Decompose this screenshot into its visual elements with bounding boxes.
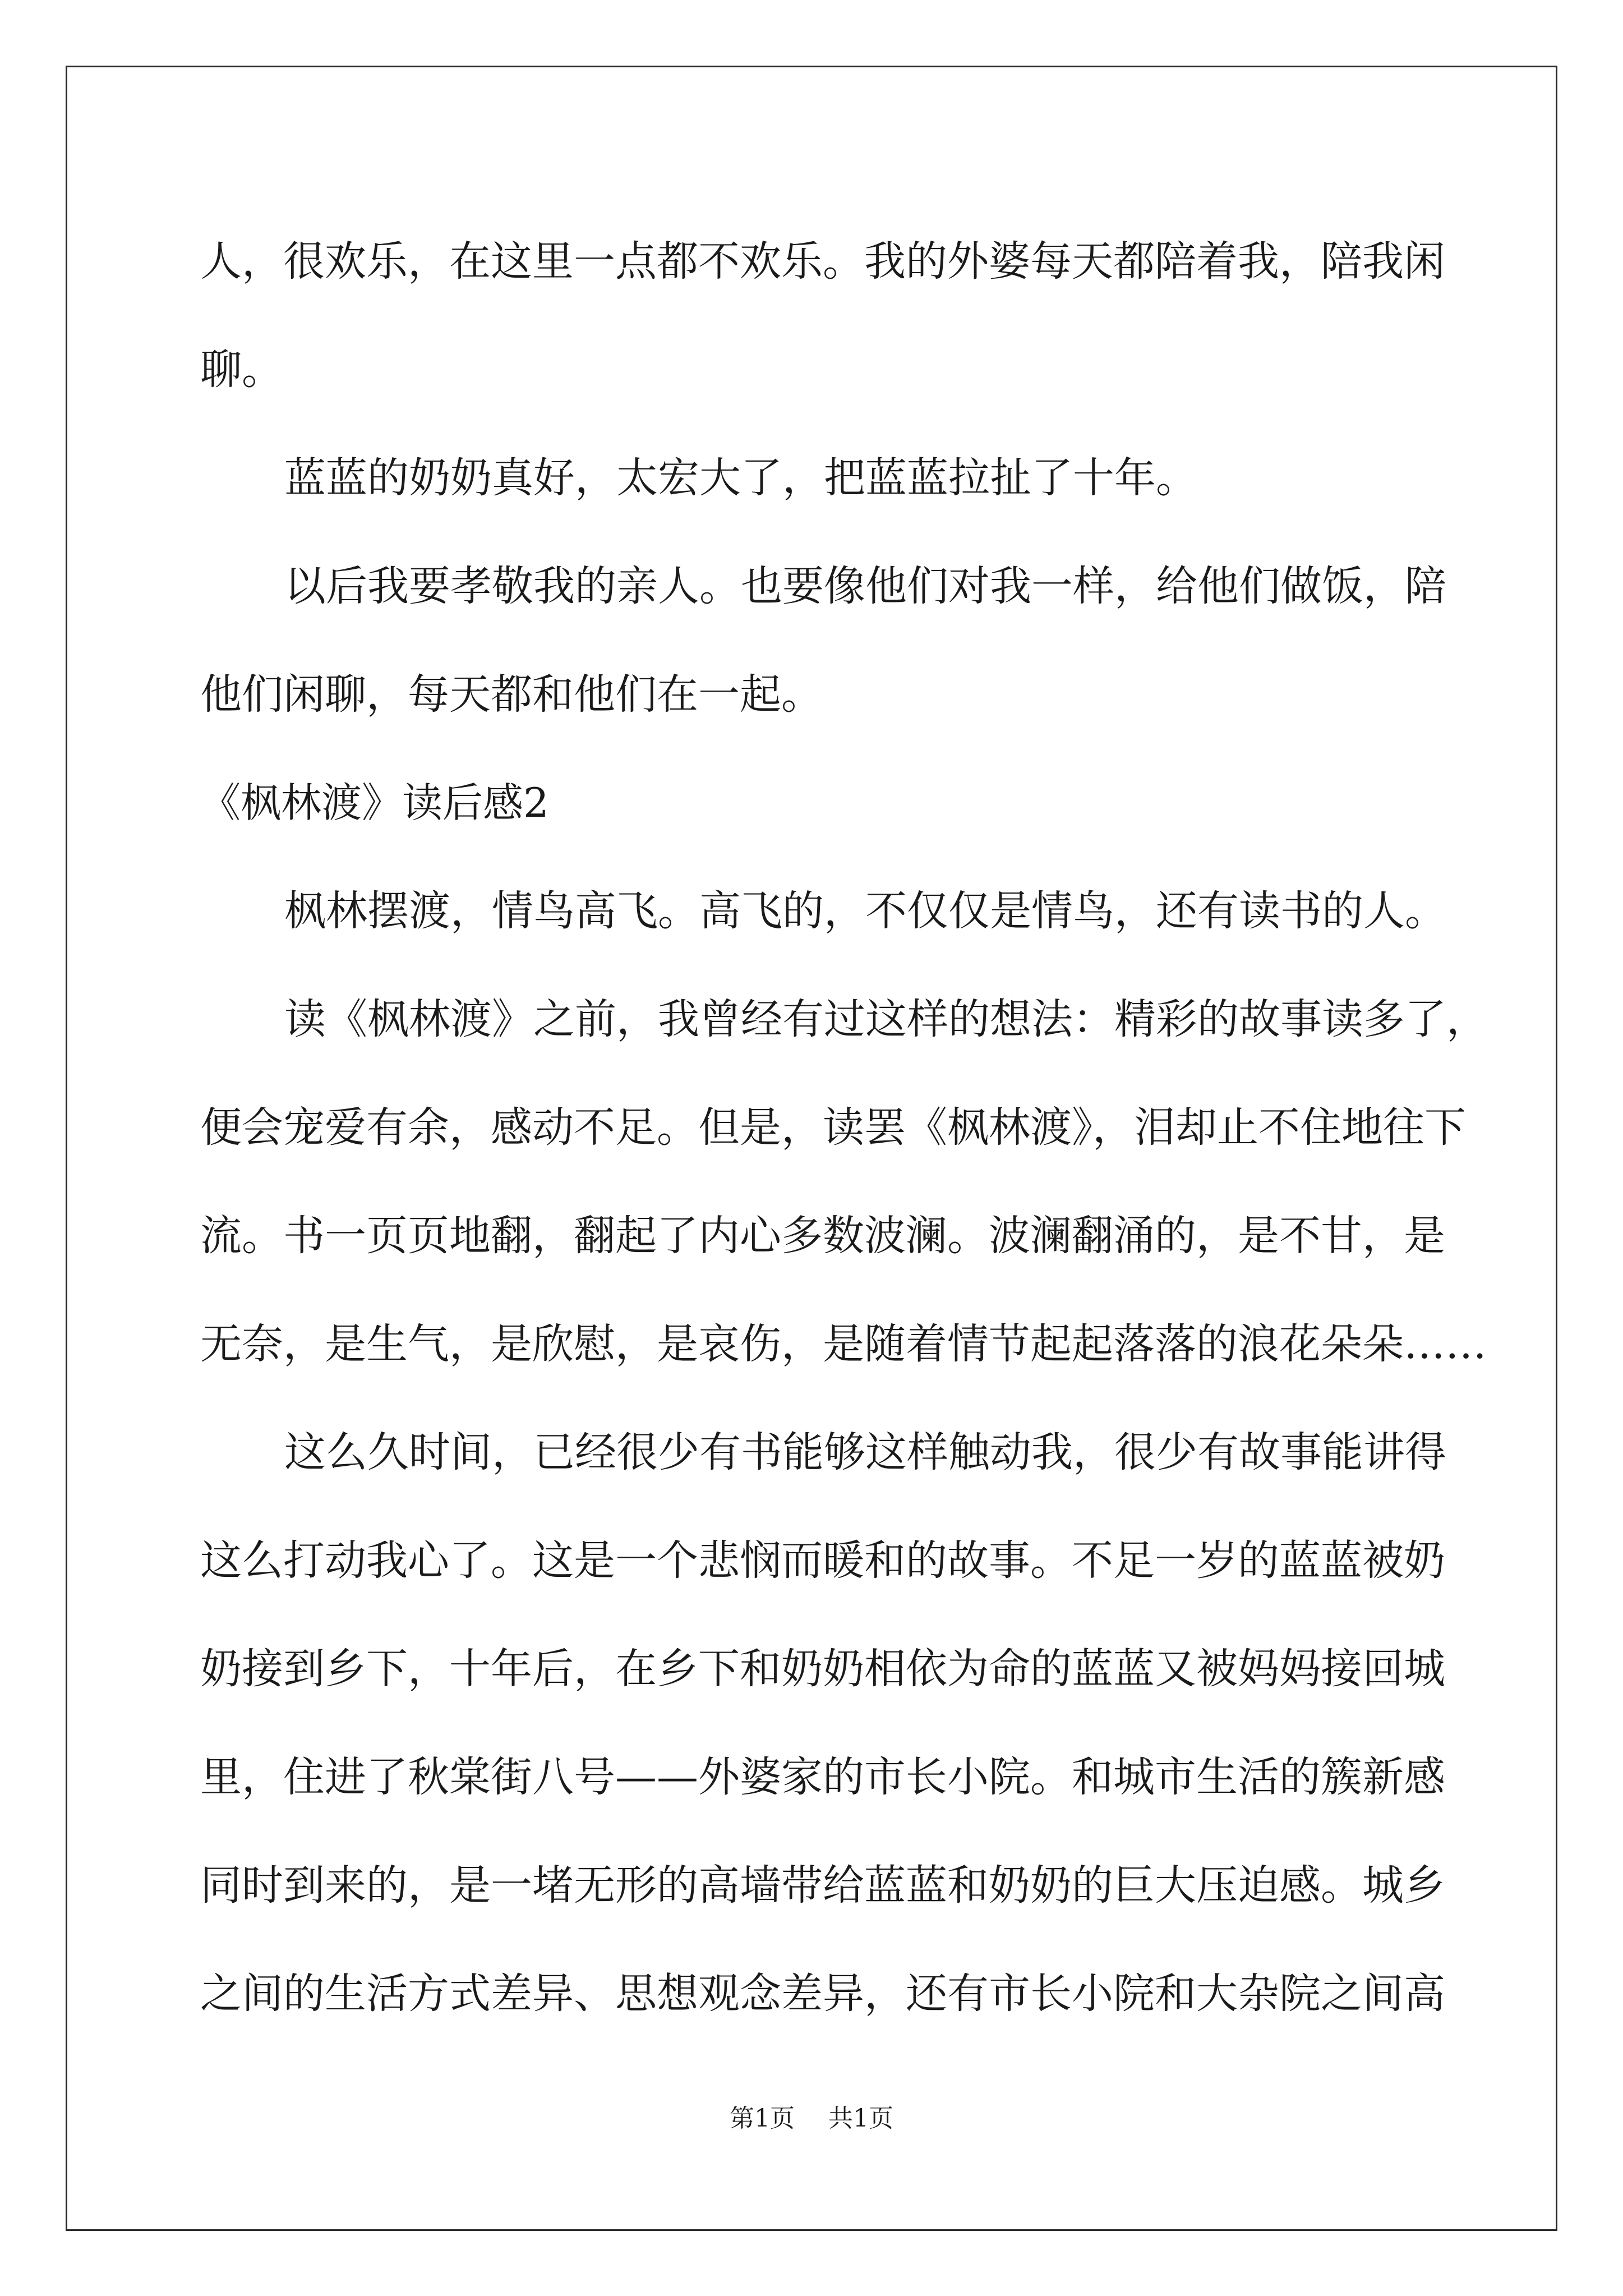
text-line: 枫林摆渡，情鸟高飞。高飞的，不仅仅是情鸟，还有读书的人。 <box>284 887 1446 935</box>
text-line: 人，很欢乐，在这里一点都不欢乐。我的外婆每天都陪着我，陪我闲 <box>200 237 1445 286</box>
section-heading: 《枫林渡》读后感2 <box>200 779 549 826</box>
text-line: 蓝蓝的奶奶真好，太宏大了，把蓝蓝拉扯了十年。 <box>284 454 1197 502</box>
text-line: 无奈，是生气，是欣慰，是哀伤，是随着情节起起落落的浪花朵朵…… <box>200 1320 1487 1368</box>
text-line: 他们闲聊，每天都和他们在一起。 <box>200 670 823 719</box>
text-line: 便会宠爱有余，感动不足。但是，读罢《枫林渡》，泪却止不住地往下 <box>200 1103 1466 1152</box>
text-line: 奶接到乡下，十年后，在乡下和奶奶相依为命的蓝蓝又被妈妈接回城 <box>200 1645 1445 1693</box>
text-line: 同时到来的，是一堵无形的高墙带给蓝蓝和奶奶的巨大压迫感。城乡 <box>200 1861 1445 1910</box>
text-line: 流。书一页页地翻，翻起了内心多数波澜。波澜翻涌的，是不甘，是 <box>200 1212 1445 1260</box>
text-line: 聊。 <box>200 346 283 394</box>
text-line: 读《枫林渡》之前，我曾经有过这样的想法：精彩的故事读多了， <box>284 995 1488 1043</box>
text-line: 以后我要孝敬我的亲人。也要像他们对我一样，给他们做饭，陪 <box>284 562 1446 610</box>
text-line: 这么久时间，已经很少有书能够这样触动我，很少有故事能讲得 <box>284 1428 1446 1476</box>
page-number: 第1页 <box>730 2104 795 2133</box>
document-body <box>200 208 1488 2048</box>
text-line: 里，住进了秋棠街八号——外婆家的市长小院。和城市生活的簇新感 <box>200 1753 1445 1801</box>
text-line: 这么打动我心了。这是一个悲悯而暖和的故事。不足一岁的蓝蓝被奶 <box>200 1536 1445 1585</box>
text-line: 之间的生活方式差异、思想观念差异，还有市长小院和大杂院之间高 <box>200 1970 1445 2018</box>
page-total: 共1页 <box>828 2104 893 2133</box>
page-footer <box>0 2098 1623 2134</box>
